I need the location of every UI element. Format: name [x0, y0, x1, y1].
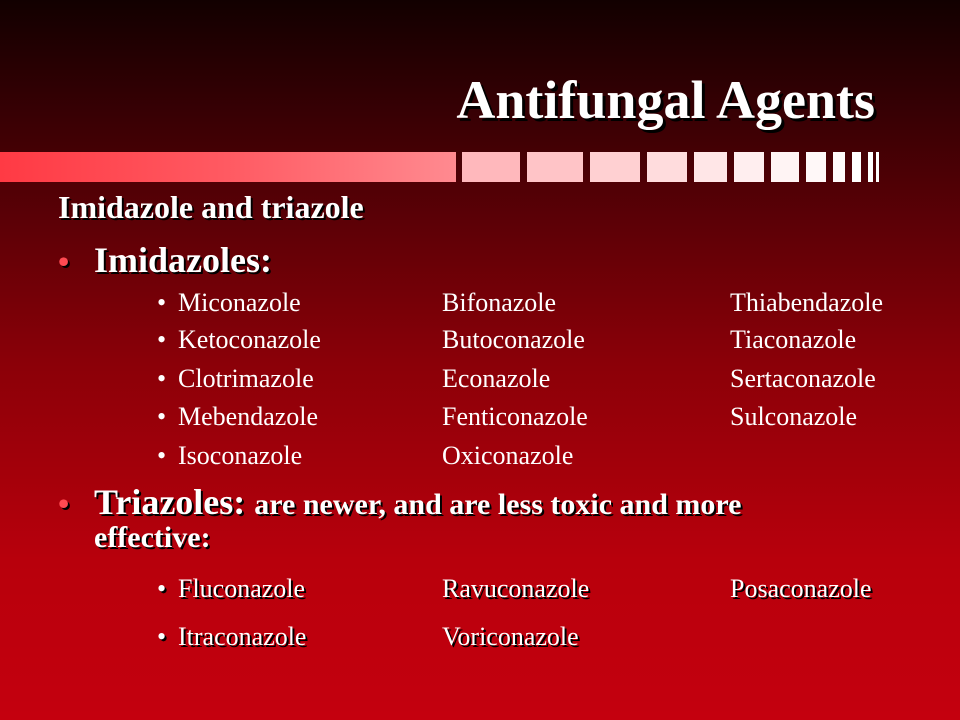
- drug-name: Thiabendazole: [730, 288, 884, 317]
- bullet: •: [157, 364, 167, 393]
- bar-segment: [806, 152, 826, 182]
- drug-name: Mebendazole: [178, 402, 319, 431]
- drug-name: Fluconazole: [178, 574, 306, 603]
- triazoles-description-continued: effective:: [94, 521, 211, 554]
- bullet: •: [58, 243, 70, 279]
- bullet: •: [157, 325, 167, 354]
- triazoles-heading: Triazoles:: [94, 482, 246, 522]
- triazoles-heading-item: [58, 482, 741, 525]
- drug-name: Posaconazole: [730, 574, 872, 603]
- drug-name: Ravuconazole: [442, 574, 590, 603]
- drug-name: Clotrimazole: [178, 364, 314, 393]
- drug-name: Ketoconazole: [178, 325, 321, 354]
- bullet: •: [157, 402, 167, 431]
- bullet: •: [157, 574, 167, 603]
- bullet: •: [157, 441, 167, 470]
- drug-name: Itraconazole: [178, 622, 307, 651]
- drug-name: Sulconazole: [730, 402, 858, 431]
- bar-segment: [876, 152, 879, 182]
- drug-name: Oxiconazole: [442, 441, 574, 470]
- drug-name: Sertaconazole: [730, 364, 876, 393]
- drug-name: Miconazole: [178, 288, 301, 317]
- bar-segment: [462, 152, 520, 182]
- imidazoles-heading: Imidazoles:: [94, 240, 272, 280]
- slide-title: Antifungal Agents: [456, 70, 875, 130]
- drug-name: Voriconazole: [442, 622, 579, 651]
- bar-segment: [868, 152, 873, 182]
- triazoles-description: are newer, and are less toxic and more: [254, 488, 742, 521]
- drug-name: Tiaconazole: [730, 325, 857, 354]
- bar-segment: [590, 152, 640, 182]
- bar-segment: [734, 152, 764, 182]
- section-heading: Imidazole and triazole: [58, 189, 364, 225]
- bar-segment: [833, 152, 845, 182]
- drug-name: Butoconazole: [442, 325, 585, 354]
- bar-segment: [694, 152, 727, 182]
- bullet: •: [157, 622, 167, 651]
- bullet: •: [157, 288, 167, 317]
- bar-segment: [527, 152, 583, 182]
- drug-name: Econazole: [442, 364, 551, 393]
- drug-name: Fenticonazole: [442, 402, 588, 431]
- bullet: •: [58, 485, 70, 521]
- bar-segment: [852, 152, 861, 182]
- imidazoles-heading-item: [58, 240, 272, 281]
- decorative-bar: [0, 152, 456, 182]
- bar-segment: [647, 152, 687, 182]
- drug-name: Bifonazole: [442, 288, 557, 317]
- bar-segment: [771, 152, 799, 182]
- drug-name: Isoconazole: [178, 441, 303, 470]
